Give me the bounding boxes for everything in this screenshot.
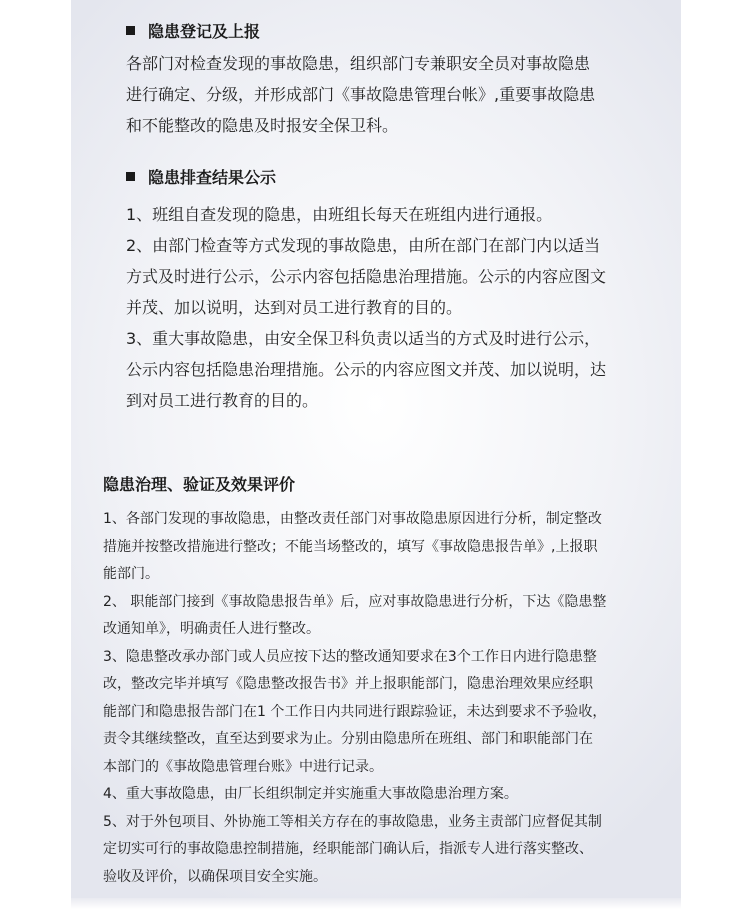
text-line: 能部门。	[103, 566, 159, 582]
text-line: 5、对于外包项目、外协施工等相关方存在的事故隐患，业务主责部门应督促其制	[103, 813, 602, 830]
text-line: 3、隐患整改承办部门或人员应按下达的整改通知要求在3个工作日内进行隐患整	[103, 648, 597, 665]
text-line: 验收及评价，以确保项目安全实施。	[103, 868, 327, 885]
panel-bottom-edge	[71, 898, 681, 909]
text-line: 责令其继续整改，直至达到要求为止。分别由隐患所在班组、部门和职能部门在	[103, 731, 593, 747]
text-line: 和不能整改的隐患及时报安全保卫科。	[126, 116, 399, 135]
text-line: 改通知单》，明确责任人进行整改。	[103, 621, 320, 637]
text-line: 到对员工进行教育的目的。	[126, 391, 319, 410]
section-title: 隐患登记及上报	[148, 22, 261, 41]
text-line: 4、重大事故隐患，由厂长组织制定并实施重大事故隐患治理方案。	[103, 786, 518, 802]
text-line: 2、由部门检查等方式发现的事故隐患，由所在部门在部门内以适当	[126, 236, 601, 255]
text-line: 改，整改完毕并填写《隐患整改报告书》并上报职能部门，隐患治理效果应经职	[103, 676, 593, 692]
text-line: 本部门的《事故隐患管理台账》中进行记录。	[103, 758, 383, 775]
text-line: 并茂、加以说明，达到对员工进行教育的目的。	[126, 298, 463, 317]
text-line: 措施并按整改措施进行整改；不能当场整改的，填写《事故隐患报告单》,上报职	[103, 538, 598, 555]
section-heading-rectification: 隐患治理、验证及效果评价	[103, 475, 296, 494]
text-line: 定切实可行的事故隐患控制措施，经职能部门确认后，指派专人进行落实整改、	[103, 841, 593, 857]
text-line: 方式及时进行公示，公示内容包括隐患治理措施。公示的内容应图文	[126, 267, 607, 286]
text-line: 3、重大事故隐患，由安全保卫科负责以适当的方式及时进行公示，	[126, 329, 601, 348]
text-line: 公示内容包括隐患治理措施。公示的内容应图文并茂、加以说明，达	[126, 360, 607, 379]
text-line: 各部门对检查发现的事故隐患，组织部门专兼职安全员对事故隐患	[126, 54, 591, 73]
square-bullet-icon	[126, 26, 135, 35]
rectification-paragraph	[103, 506, 663, 891]
text-line: 2、 职能部门接到《事故隐患报告单》后，应对事故隐患进行分析，下达《隐患整	[103, 593, 607, 610]
square-bullet-icon	[126, 172, 135, 181]
text-line: 能部门和隐患报告部门在1 个工作日内共同进行跟踪验证，未达到要求不予验收，	[103, 703, 607, 720]
section-heading-publicity	[126, 168, 276, 188]
section-title: 隐患排查结果公示	[148, 168, 277, 187]
text-line: 1、班组自查发现的隐患，由班组长每天在班组内进行通报。	[126, 205, 553, 224]
publicity-paragraph	[126, 199, 646, 416]
text-line: 进行确定、分级，并形成部门《事故隐患管理台帐》,重要事故隐患	[126, 85, 596, 104]
registration-paragraph	[126, 48, 646, 141]
section-heading-registration	[126, 22, 260, 42]
text-line: 1、各部门发现的事故隐患，由整改责任部门对事故隐患原因进行分析，制定整改	[103, 511, 602, 527]
